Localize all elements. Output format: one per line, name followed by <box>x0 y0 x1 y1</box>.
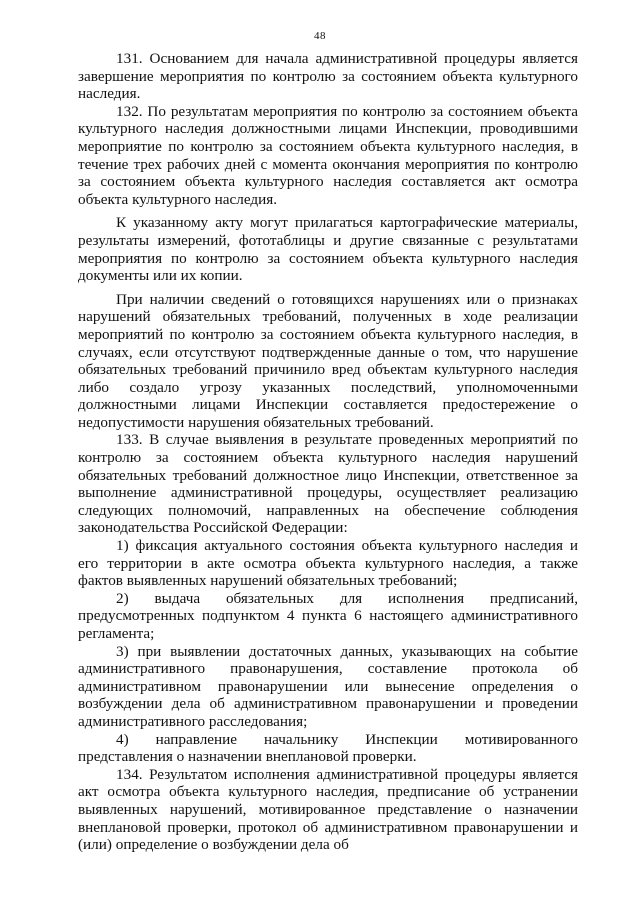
paragraph-134: 134. Результатом исполнения административной процедуры является акт осмотра объекта культурного наследия, предписание об устранении выявленных нарушений, мотивированное представление о назначении внеплановой проверки, протокол об административном правонарушении и (или) определение о возбуждении дела об <box>78 765 578 854</box>
document-body <box>78 50 578 854</box>
list-item-2: 2) выдача обязательных для исполнения предписаний, предусмотренных подпунктом 4 пункта 6 настоящего административного регламента; <box>78 589 578 642</box>
paragraph-attachments: К указанному акту могут прилагаться картографические материалы, результаты измерений, фототаблицы и другие связанные с результатами мероприятия по контролю за состоянием объекта культурного наследия документы или их копии. <box>78 214 578 285</box>
list-item-1: 1) фиксация актуального состояния объекта культурного наследия и его территории в акте осмотра объекта культурного наследия, а также фактов выявленных нарушений обязательных требований; <box>78 537 578 590</box>
list-item-3: 3) при выявлении достаточных данных, указывающих на событие административного правонарушения, составление протокола об административном правонарушении или вынесение определения о возбуждении дела об административном правонарушении и проведении административного расследования; <box>78 642 578 730</box>
list-item-4: 4) направление начальнику Инспекции мотивированного представления о назначении внеплановой проверки. <box>78 730 578 766</box>
paragraph-warning: При наличии сведений о готовящихся нарушениях или о признаках нарушений обязательных требований, полученных в ходе реализации мероприятий по контролю за состоянием объекта культурного наследия, в случаях, если отсутствуют подтвержденные данные о том, что нарушение обязательных требований причинило вред объектам культурного наследия либо создало угрозу указанных последствий, уполномоченными должностными лицами Инспекции составляется предостережение о недопустимости нарушения обязательных требований. <box>78 290 578 431</box>
page-number: 48 <box>314 30 326 42</box>
paragraph-133: 133. В случае выявления в результате проведенных мероприятий по контролю за состоянием объекта культурного наследия нарушений обязательных требований должностное лицо Инспекции, ответственное за выполнение административной процедуры, осуществляет реализацию следующих полномочий, направленных на обеспечение соблюдения законодательства Российской Федерации: <box>78 431 578 537</box>
paragraph-132: 132. По результатам мероприятия по контролю за состоянием объекта культурного наследия должностными лицами Инспекции, проводившими мероприятие по контролю за состоянием объекта культурного наследия, в течение трех рабочих дней с момента окончания мероприятия по контролю за состоянием объекта культурного наследия составляется акт осмотра объекта культурного наследия. <box>78 102 578 208</box>
paragraph-131: 131. Основанием для начала административной процедуры является завершение мероприятия по контролю за состоянием объекта культурного наследия. <box>78 50 578 103</box>
